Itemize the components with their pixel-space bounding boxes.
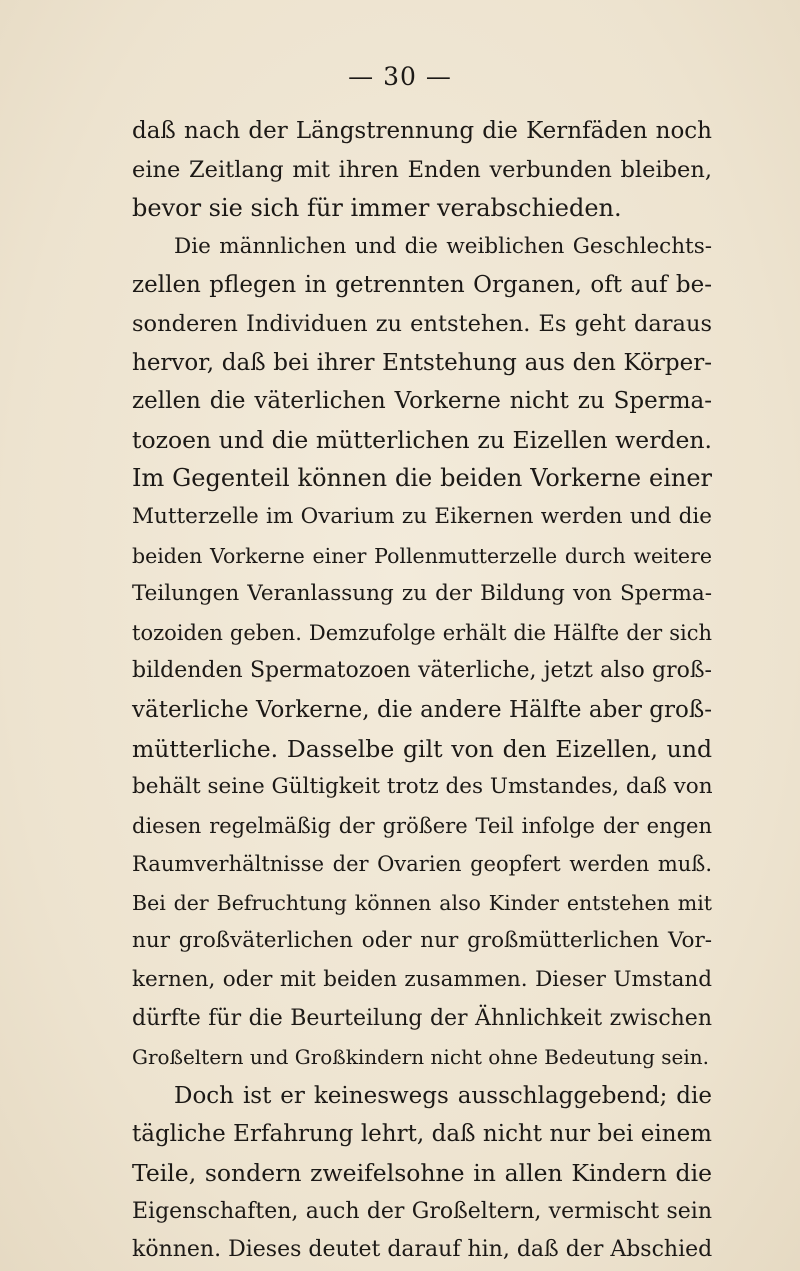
text-line: Eigenschaften, auch der Großeltern, vermischt sein: [132, 1198, 712, 1224]
text-line: können. Dieses deutet darauf hin, daß der Abschied: [132, 1237, 713, 1263]
text-line: mütterliche. Dasselbe gilt von den Eizellen, und: [132, 734, 712, 763]
text-line: dürfte für die Beurteilung der Ähnlichkeit zwischen: [132, 1005, 712, 1031]
page-number: — 30 —: [348, 62, 452, 91]
text-line: Mutterzelle im Ovarium zu Eikernen werden und die: [132, 503, 712, 529]
text-line: tozoen und die mütterlichen zu Eizellen werden.: [132, 425, 712, 454]
text-line: Teilungen Veranlassung zu der Bildung von Sperma-: [132, 581, 712, 607]
text-line: kernen, oder mit beiden zusammen. Dieser Umstand: [132, 967, 712, 993]
text-line: Die männlichen und die weiblichen Geschlechts-: [174, 233, 712, 259]
text-line: beiden Vorkerne einer Pollenmutterzelle durch weitere: [132, 543, 712, 568]
text-line: nur großväterlichen oder nur großmütterlichen Vor-: [132, 928, 712, 954]
text-line: Teile, sondern zweifelsohne in allen Kindern die: [132, 1159, 712, 1188]
text-line: väterliche Vorkerne, die andere Hälfte aber groß-: [132, 696, 712, 723]
text-line: Raumverhältnisse der Ovarien geopfert werden muß.: [132, 852, 712, 877]
text-line: Bei der Befruchtung können also Kinder entstehen mit: [132, 890, 712, 915]
body-text: [132, 112, 712, 1270]
text-line: Im Gegenteil können die beiden Vorkerne einer: [132, 464, 712, 493]
text-line: tägliche Erfahrung lehrt, daß nicht nur bei einem: [132, 1121, 712, 1148]
text-line: bildenden Spermatozoen väterliche, jetzt also groß-: [132, 658, 712, 684]
text-line: Doch ist er keineswegs ausschlaggebend; die: [174, 1082, 712, 1109]
text-line: behält seine Gültigkeit trotz des Umstandes, daß von: [132, 774, 713, 800]
text-line: sonderen Individuen zu entstehen. Es geht daraus: [132, 310, 712, 337]
text-line: daß nach der Längstrennung die Kernfäden noch: [132, 118, 712, 144]
text-line: eine Zeitlang mit ihren Enden verbunden bleiben,: [132, 156, 712, 183]
text-line: diesen regelmäßig der größere Teil infolge der engen: [132, 813, 712, 838]
text-line: zellen die väterlichen Vorkerne nicht zu Sperma-: [132, 388, 712, 415]
text-line: hervor, daß bei ihrer Entstehung aus den Körper-: [132, 349, 712, 376]
text-line: bevor sie sich für immer verabschieden.: [132, 194, 622, 223]
text-line: zellen pflegen in getrennten Organen, oft auf be-: [132, 272, 712, 299]
text-line: tozoiden geben. Demzufolge erhält die Hälfte der sich: [132, 620, 712, 645]
text-line: Großeltern und Großkindern nicht ohne Bedeutung sein.: [132, 1045, 710, 1070]
